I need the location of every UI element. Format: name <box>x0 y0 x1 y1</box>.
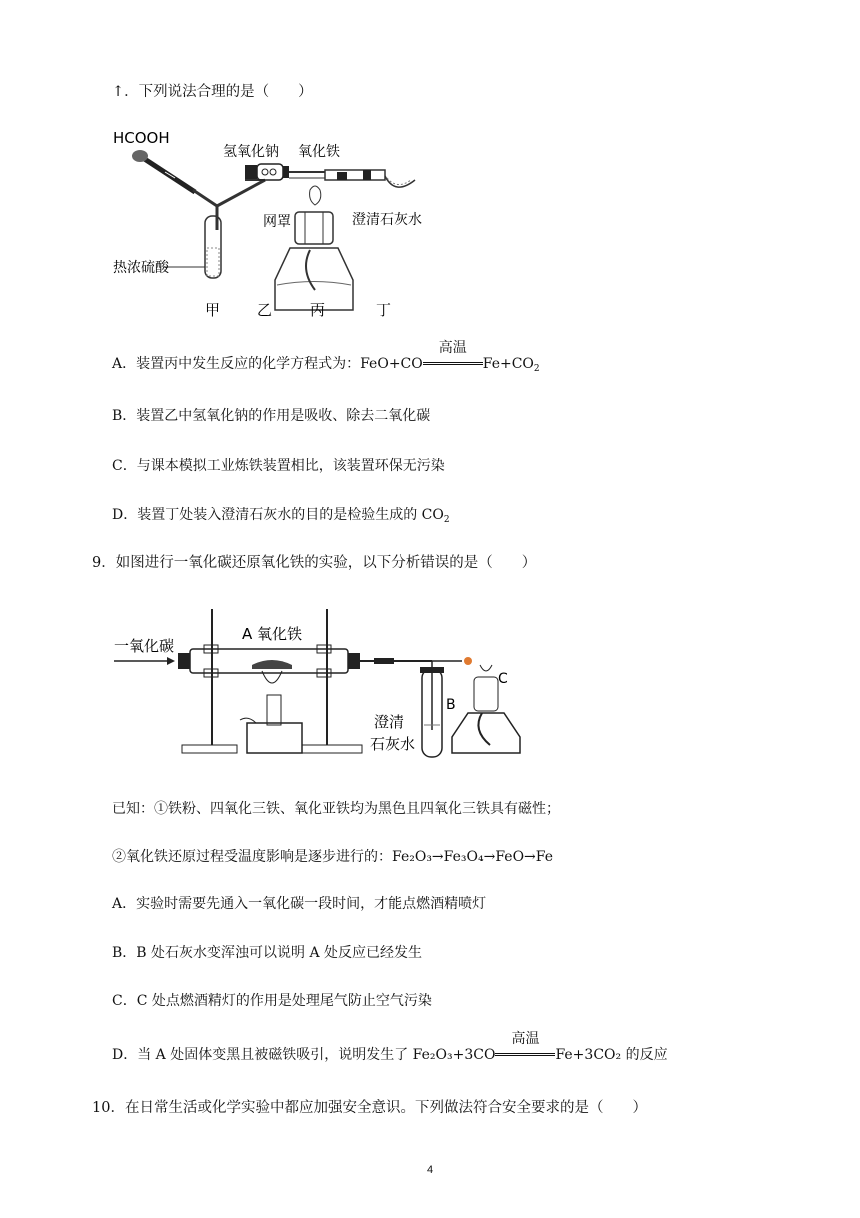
fig1-naoh: 氢氧化钠 <box>223 144 279 160</box>
q8-d-sub: 2 <box>443 515 450 525</box>
q8-option-d <box>112 505 450 525</box>
fig1-net: 网罩 <box>263 214 291 230</box>
fig2-b-label: B <box>446 697 456 713</box>
page-number: 4 <box>426 1164 434 1176</box>
q8-option-b: B．装置乙中氢氧化钠的作用是吸收、除去二氧化碳 <box>112 408 431 424</box>
q9-option-a: A．实验时需要先通入一氧化碳一段时间，才能点燃酒精喷灯 <box>112 896 487 912</box>
q9-apparatus-figure <box>112 605 532 770</box>
q8-a-product: Fe+CO <box>482 356 534 372</box>
fig1-bing: 丙 <box>310 301 326 319</box>
q8-a-sub: 2 <box>533 364 540 374</box>
q9-stem: 9．如图进行一氧化碳还原氧化铁的实验，以下分析错误的是（ ） <box>92 555 537 571</box>
q9-known-2: ②氧化铁还原过程受温度影响是逐步进行的：Fe₂O₃→Fe₃O₄→FeO→Fe <box>112 849 554 865</box>
q8-a-text: A．装置丙中发生反应的化学方程式为：FeO+CO <box>112 356 423 372</box>
q8-option-c: C．与课本模拟工业炼铁装置相比，该装置环保无污染 <box>112 458 445 474</box>
q9-d-condition-text: 高温 <box>511 1031 540 1047</box>
fig2-co: 一氧化碳 <box>114 637 175 655</box>
fig2-lime1: 澄清 <box>374 713 405 731</box>
q9-d-condition <box>495 1031 555 1065</box>
q8-apparatus-figure <box>105 120 425 325</box>
fig1-acid: 热浓硫酸 <box>113 260 169 276</box>
q8-option-a <box>112 340 540 374</box>
fig2-a-label: A 氧化铁 <box>242 625 303 643</box>
q8-a-condition <box>423 340 483 374</box>
fig1-ding: 丁 <box>376 301 392 319</box>
q9-option-d <box>112 1031 668 1065</box>
fig1-fe-oxide: 氧化铁 <box>298 144 340 160</box>
fig1-yi: 乙 <box>257 301 273 319</box>
fig2-lime2: 石灰水 <box>370 735 416 753</box>
q9-known-1: 已知：①铁粉、四氧化三铁、氧化亚铁均为黑色且四氧化三铁具有磁性； <box>112 801 560 817</box>
fig1-limewater: 澄清石灰水 <box>352 212 422 228</box>
q8-a-condition-text: 高温 <box>438 340 467 356</box>
q8-stem: ↑．下列说法合理的是（ ） <box>112 84 313 100</box>
q9-d-text: D．当 A 处固体变黑且被磁铁吸引，说明发生了 Fe₂O₃+3CO <box>112 1047 496 1063</box>
q9-option-c: C．C 处点燃酒精灯的作用是处理尾气防止空气污染 <box>112 993 432 1009</box>
q8-d-text: D．装置丁处装入澄清石灰水的目的是检验生成的 CO <box>112 507 444 523</box>
q9-option-b: B．B 处石灰水变浑浊可以说明 A 处反应已经发生 <box>112 945 423 961</box>
q9-d-product: Fe+3CO₂ 的反应 <box>555 1047 668 1063</box>
q10-stem: 10．在日常生活或化学实验中都应加强安全意识。下列做法符合安全要求的是（ ） <box>92 1100 647 1116</box>
fig1-hcooh: HCOOH <box>113 129 170 147</box>
fig1-jia: 甲 <box>205 301 221 319</box>
fig2-c-label: C <box>498 671 508 687</box>
